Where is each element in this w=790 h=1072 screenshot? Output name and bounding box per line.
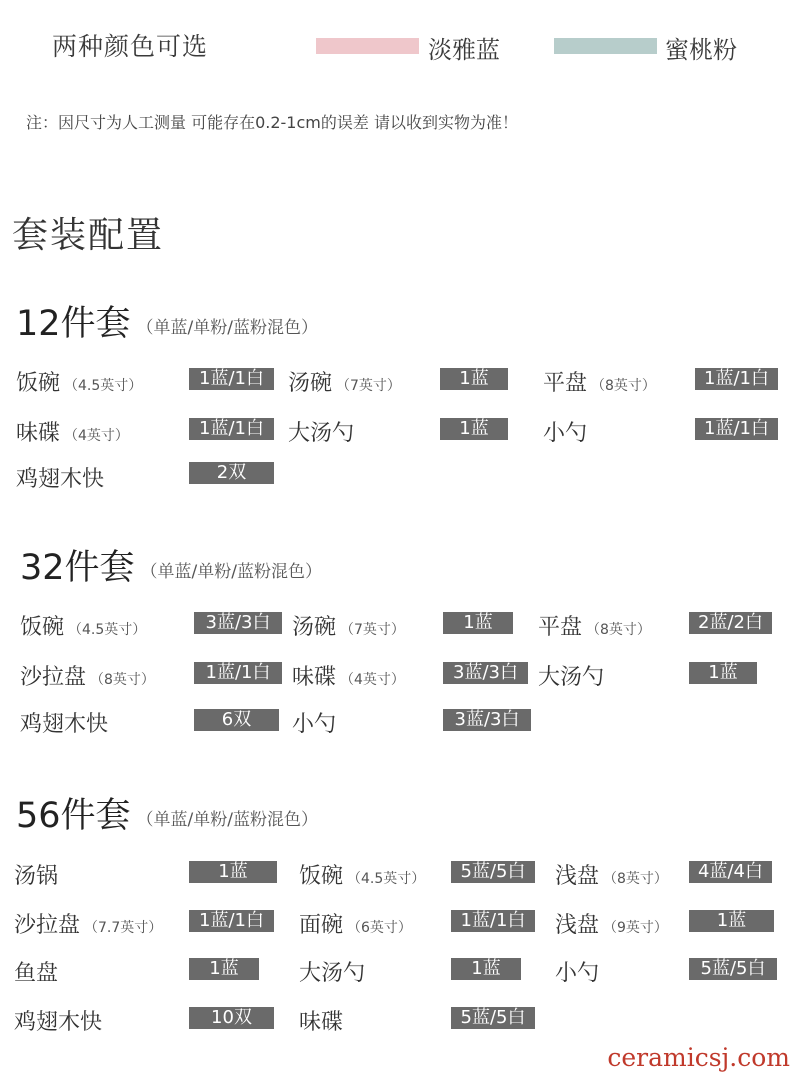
list-item-name: 汤锅 <box>14 864 59 889</box>
list-item-name: 鸡翅木快 <box>14 1010 103 1035</box>
set-subtitle: （单蓝/单粉/蓝粉混色） <box>136 317 319 338</box>
set-56-title <box>16 788 318 838</box>
qty-badge: 6双 <box>194 709 279 731</box>
color-options-title: 两种颜色可选 <box>52 32 209 61</box>
list-item-name: 味碟 （4英寸） <box>292 665 405 690</box>
qty-badge: 1蓝 <box>451 958 521 980</box>
list-item-name: 饭碗 （4.5英寸） <box>20 615 147 640</box>
qty-badge: 1蓝 <box>189 958 259 980</box>
qty-badge: 1蓝 <box>443 612 513 634</box>
qty-badge: 4蓝/4白 <box>689 861 772 883</box>
qty-badge: 3蓝/3白 <box>443 709 531 731</box>
list-item-name: 饭碗 （4.5英寸） <box>16 371 143 396</box>
qty-badge: 1蓝/1白 <box>189 418 274 440</box>
watermark-text: ceramicsj.com <box>607 1043 790 1072</box>
qty-badge: 5蓝/5白 <box>689 958 777 980</box>
list-item-name: 小勺 <box>292 712 337 737</box>
qty-badge: 2双 <box>189 462 274 484</box>
list-item-name: 鸡翅木快 <box>16 467 105 492</box>
list-item-name: 味碟 <box>299 1010 344 1035</box>
list-item-name: 平盘 （8英寸） <box>543 371 656 396</box>
qty-badge: 3蓝/3白 <box>194 612 282 634</box>
list-item-name: 平盘 （8英寸） <box>538 615 651 640</box>
list-item-name: 味碟 （4英寸） <box>16 421 129 446</box>
set-subtitle: （单蓝/单粉/蓝粉混色） <box>140 561 323 582</box>
qty-badge: 1蓝 <box>689 910 774 932</box>
list-item-name: 沙拉盘 （7.7英寸） <box>14 913 163 938</box>
list-item-name: 汤碗 （7英寸） <box>292 615 405 640</box>
set-configuration-title: 套装配置 <box>12 215 165 256</box>
qty-badge: 1蓝/1白 <box>695 368 778 390</box>
set-subtitle: （单蓝/单粉/蓝粉混色） <box>136 809 319 830</box>
set-title-text: 56件套 <box>16 796 131 836</box>
list-item-name: 浅盘 （8英寸） <box>555 864 668 889</box>
list-item-name: 小勺 <box>555 961 600 986</box>
qty-badge: 1蓝/1白 <box>194 662 282 684</box>
color-label-blue: 淡雅蓝 <box>428 36 500 64</box>
set-title-text: 32件套 <box>20 548 135 588</box>
list-item-name: 鱼盘 <box>14 961 59 986</box>
qty-badge: 10双 <box>189 1007 274 1029</box>
qty-badge: 1蓝 <box>689 662 757 684</box>
set-12-title <box>16 296 318 346</box>
color-swatch-blue <box>316 38 419 54</box>
list-item-name: 大汤勺 <box>288 421 355 446</box>
set-32-title <box>20 540 322 590</box>
qty-badge: 1蓝/1白 <box>451 910 535 932</box>
color-label-pink: 蜜桃粉 <box>665 36 737 64</box>
list-item-name: 汤碗 （7英寸） <box>288 371 401 396</box>
list-item-name: 鸡翅木快 <box>20 712 109 737</box>
list-item-name: 浅盘 （9英寸） <box>555 913 668 938</box>
qty-badge: 3蓝/3白 <box>443 662 528 684</box>
measurement-note: 注：因尺寸为人工测量 可能存在0.2-1cm的误差 请以收到实物为准！ <box>26 113 518 132</box>
list-item-name: 大汤勺 <box>299 961 366 986</box>
list-item-name: 面碗 （6英寸） <box>299 913 412 938</box>
qty-badge: 2蓝/2白 <box>689 612 772 634</box>
list-item-name: 小勺 <box>543 421 588 446</box>
list-item-name: 饭碗 （4.5英寸） <box>299 864 426 889</box>
qty-badge: 1蓝/1白 <box>695 418 778 440</box>
qty-badge: 1蓝/1白 <box>189 368 274 390</box>
list-item-name: 大汤勺 <box>538 665 605 690</box>
set-title-text: 12件套 <box>16 304 131 344</box>
qty-badge: 5蓝/5白 <box>451 1007 535 1029</box>
qty-badge: 1蓝 <box>440 368 508 390</box>
qty-badge: 1蓝/1白 <box>189 910 274 932</box>
list-item-name: 沙拉盘 （8英寸） <box>20 665 155 690</box>
color-swatch-pink <box>554 38 657 54</box>
qty-badge: 1蓝 <box>189 861 277 883</box>
qty-badge: 1蓝 <box>440 418 508 440</box>
qty-badge: 5蓝/5白 <box>451 861 535 883</box>
